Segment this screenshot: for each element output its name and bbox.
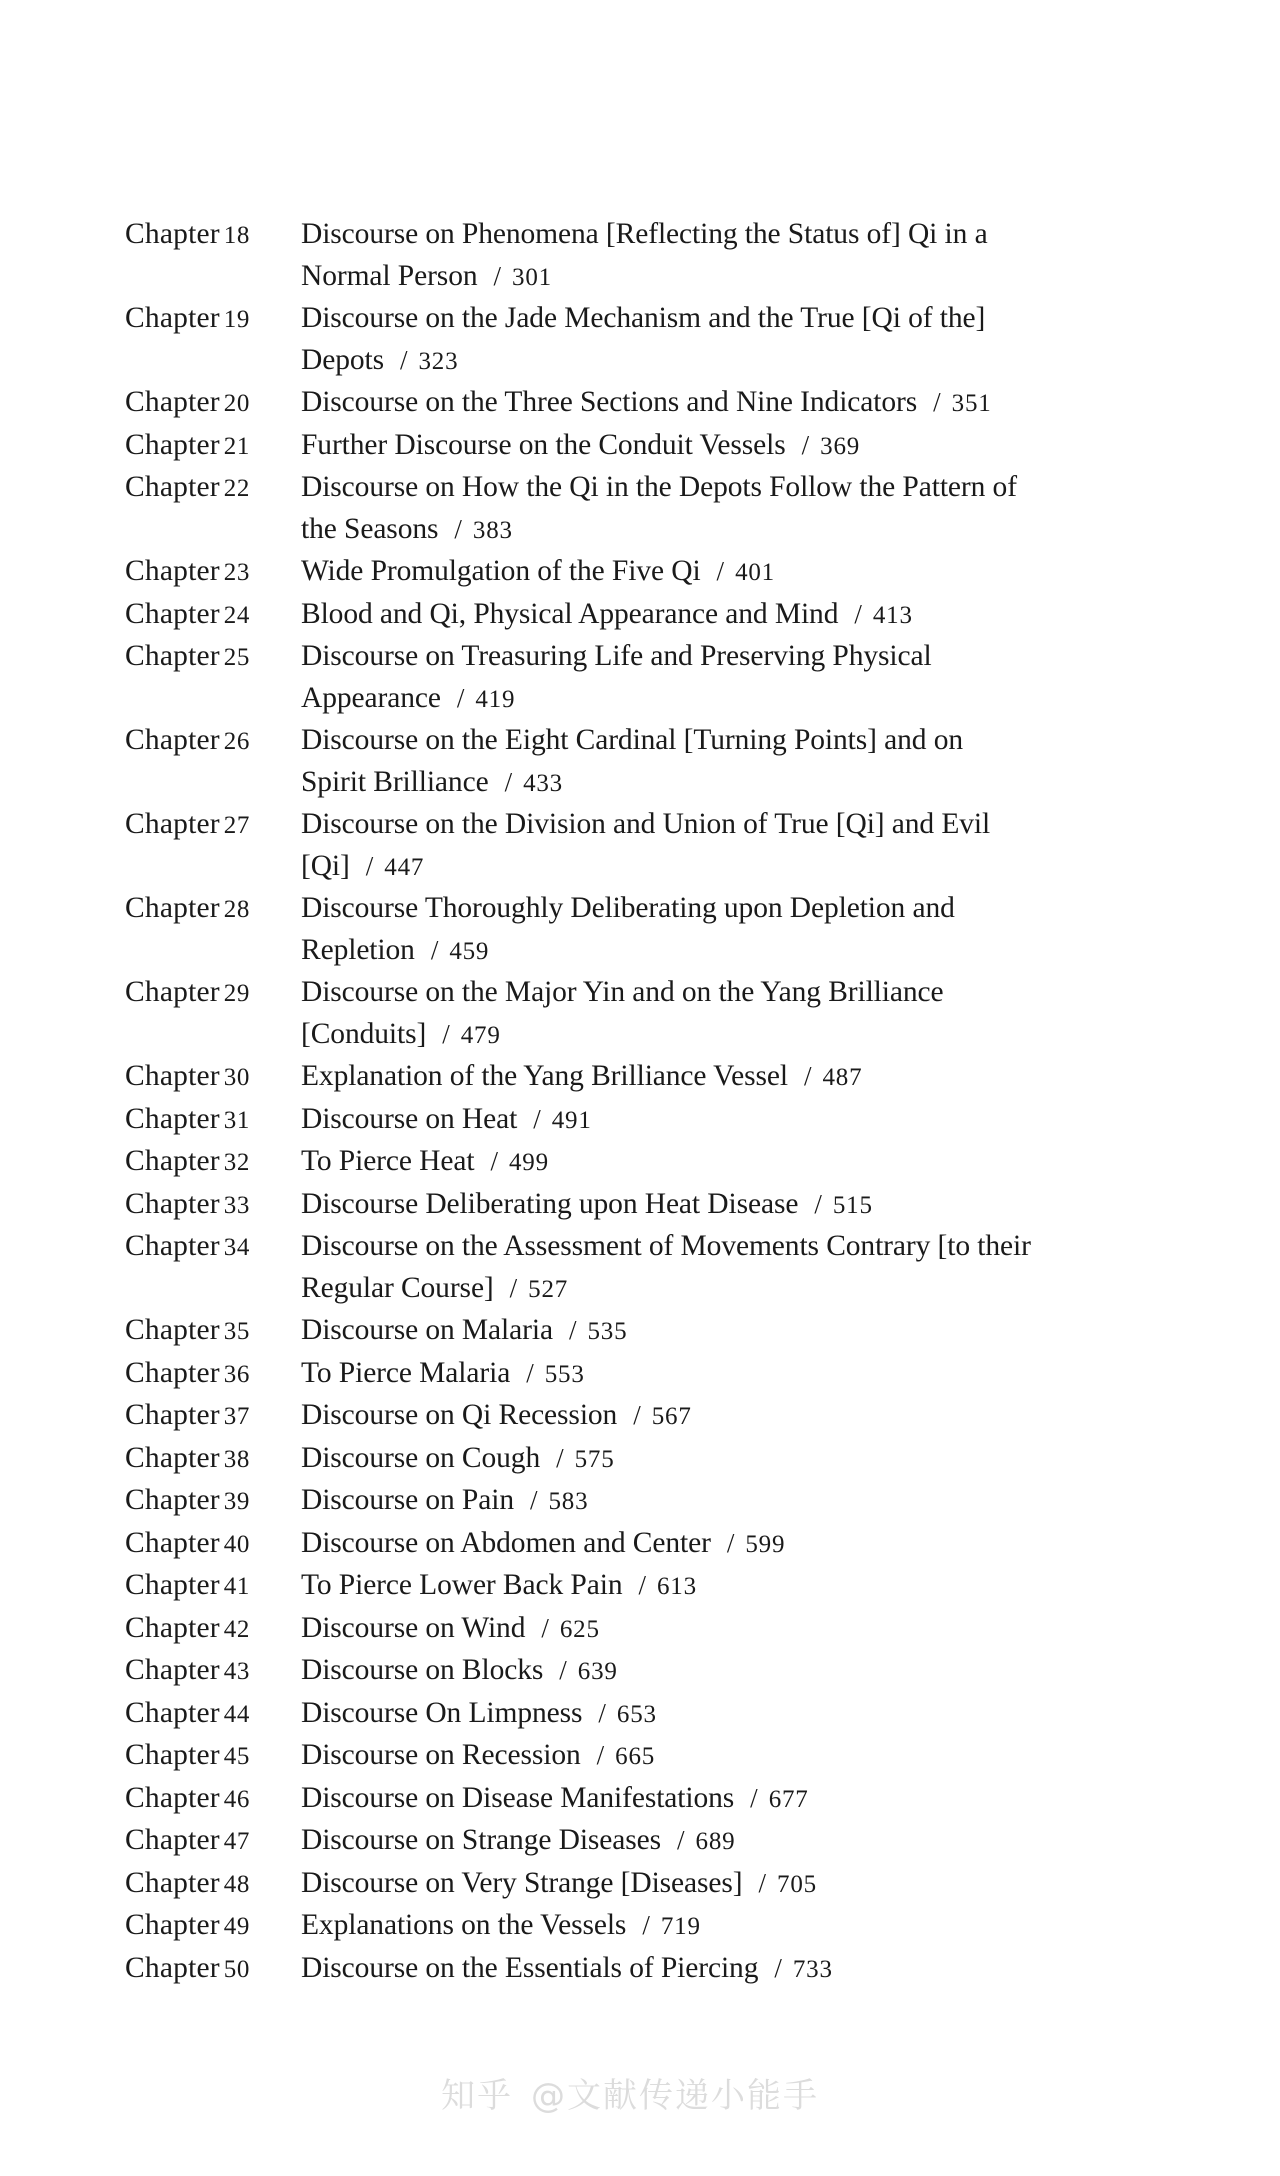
toc-chapter-number: 27 — [223, 812, 250, 839]
toc-entry-title: Discourse on Wind — [301, 1611, 526, 1644]
toc-entry-body — [301, 551, 1155, 594]
toc-chapter-label — [125, 298, 301, 341]
toc-chapter-word: Chapter — [125, 386, 220, 418]
toc-chapter-label — [125, 1820, 301, 1863]
toc-chapter-word: Chapter — [125, 1145, 220, 1177]
toc-chapter-label — [125, 1310, 301, 1353]
toc-page-number: 567 — [651, 1403, 692, 1430]
toc-chapter-label — [125, 1693, 301, 1736]
toc-entry-title: Explanations on the Vessels — [301, 1909, 627, 1941]
toc-page-number: 665 — [615, 1743, 656, 1770]
toc-page-number: 491 — [551, 1106, 592, 1134]
toc-entry-body — [301, 1523, 1155, 1566]
toc-chapter-label — [125, 425, 301, 468]
toc-separator: / — [596, 1740, 605, 1770]
toc-chapter-word: Chapter — [125, 1951, 220, 1984]
toc-chapter-number: 50 — [223, 1955, 250, 1983]
toc-chapter-label — [125, 1523, 301, 1566]
table-of-contents — [125, 214, 1155, 1990]
toc-page-number: 535 — [587, 1318, 628, 1345]
toc-chapter-word: Chapter — [125, 1230, 220, 1262]
toc-chapter-number: 28 — [223, 896, 250, 923]
toc-chapter-word: Chapter — [125, 1569, 220, 1601]
toc-chapter-label — [125, 1099, 301, 1142]
toc-entry-title-continued: [Conduits] — [301, 1017, 427, 1050]
toc-separator: / — [430, 934, 439, 965]
toc-entry-title: Discourse on Strange Diseases — [301, 1824, 662, 1856]
toc-entry-title-continued: Repletion — [301, 933, 415, 966]
toc-entry-body — [301, 1608, 1155, 1651]
toc-entry-title-continued: the Seasons — [301, 512, 439, 545]
toc-chapter-label — [125, 1353, 301, 1396]
toc-entry-title-continued: Depots — [301, 343, 384, 376]
toc-entry-body — [301, 972, 1155, 1056]
toc-page-number: 599 — [745, 1530, 786, 1558]
toc-chapter-word: Chapter — [125, 597, 220, 630]
toc-entry-title: Discourse on the Eight Cardinal [Turning Points] and on — [301, 724, 964, 756]
toc-chapter-number: 33 — [223, 1191, 250, 1219]
toc-entry-body — [301, 1395, 1155, 1438]
toc-chapter-label — [125, 720, 301, 763]
watermark-handle: @文献传递小能手 — [531, 2076, 819, 2116]
toc-chapter-label — [125, 1735, 301, 1778]
toc-page-number: 383 — [472, 516, 513, 544]
toc-entry-title: Discourse Thoroughly Deliberating upon Depletion and — [301, 892, 955, 924]
toc-entry[interactable] — [125, 594, 1155, 637]
toc-entry-title: Further Discourse on the Conduit Vessels — [301, 428, 786, 461]
toc-separator: / — [399, 344, 408, 375]
toc-entry-body — [301, 214, 1155, 298]
toc-chapter-word: Chapter — [125, 1314, 220, 1346]
toc-separator: / — [509, 1272, 518, 1303]
toc-separator: / — [814, 1188, 822, 1219]
toc-chapter-label — [125, 1863, 301, 1906]
toc-entry-title: Discourse on the Jade Mechanism and the True [Qi of the] — [301, 302, 986, 334]
toc-page-number: 351 — [951, 390, 992, 417]
watermark — [0, 2068, 1280, 2117]
toc-entry-body — [301, 467, 1155, 551]
toc-entry[interactable] — [125, 1226, 1155, 1310]
toc-chapter-word: Chapter — [125, 1526, 220, 1559]
toc-entry-title: Discourse on Qi Recession — [301, 1399, 618, 1431]
toc-entry[interactable] — [125, 1693, 1155, 1736]
toc-chapter-number: 25 — [223, 644, 250, 671]
toc-page-number: 301 — [512, 263, 552, 291]
toc-chapter-word: Chapter — [125, 1866, 220, 1899]
toc-chapter-number: 26 — [223, 728, 250, 755]
toc-entry-body — [301, 1438, 1155, 1481]
toc-chapter-label — [125, 1141, 301, 1184]
toc-chapter-label — [125, 1948, 301, 1991]
toc-entry-title: Discourse on the Essentials of Piercing — [301, 1951, 759, 1984]
toc-page-number: 639 — [577, 1658, 618, 1685]
toc-page-number: 625 — [559, 1615, 600, 1643]
toc-separator: / — [541, 1612, 549, 1643]
toc-chapter-number: 44 — [223, 1700, 250, 1728]
toc-entry-body — [301, 1056, 1155, 1099]
toc-chapter-number: 23 — [223, 559, 250, 586]
toc-entry-body — [301, 720, 1155, 804]
toc-entry-body — [301, 1480, 1155, 1523]
toc-entry[interactable] — [125, 1735, 1155, 1778]
toc-entry-body — [301, 636, 1155, 720]
toc-entry[interactable] — [125, 467, 1155, 551]
toc-chapter-word: Chapter — [125, 1611, 220, 1644]
toc-entry-body — [301, 594, 1155, 637]
toc-chapter-number: 47 — [223, 1828, 250, 1855]
toc-entry-title: Discourse on Disease Manifestations — [301, 1781, 735, 1814]
toc-chapter-word: Chapter — [125, 555, 220, 587]
toc-page-number: 419 — [475, 685, 516, 713]
toc-separator: / — [504, 766, 513, 797]
toc-chapter-label — [125, 1395, 301, 1438]
toc-chapter-number: 24 — [223, 601, 250, 629]
toc-page-number: 459 — [449, 937, 490, 965]
toc-separator: / — [774, 1952, 782, 1983]
toc-chapter-label — [125, 214, 301, 257]
toc-chapter-number: 41 — [223, 1573, 250, 1600]
toc-entry-title: Discourse on Pain — [301, 1484, 514, 1516]
toc-separator: / — [456, 682, 465, 713]
toc-separator: / — [638, 1570, 646, 1600]
toc-separator: / — [854, 598, 862, 629]
toc-chapter-label — [125, 594, 301, 637]
toc-separator: / — [803, 1061, 812, 1091]
toc-page-number: 487 — [822, 1064, 863, 1091]
toc-entry-title: To Pierce Malaria — [301, 1356, 511, 1389]
toc-chapter-word: Chapter — [125, 1484, 220, 1516]
toc-entry-title: Discourse On Limpness — [301, 1696, 583, 1729]
toc-chapter-word: Chapter — [125, 1654, 220, 1686]
toc-separator: / — [598, 1697, 606, 1728]
toc-entry-title: To Pierce Heat — [301, 1145, 475, 1177]
toc-separator: / — [758, 1867, 767, 1898]
toc-entry-title-continued: Appearance — [301, 681, 441, 714]
toc-chapter-word: Chapter — [125, 1909, 220, 1941]
toc-entry-body — [301, 1905, 1155, 1948]
toc-entry[interactable] — [125, 1141, 1155, 1184]
toc-chapter-word: Chapter — [125, 724, 220, 756]
toc-entry-body — [301, 1948, 1155, 1991]
toc-entry[interactable] — [125, 1905, 1155, 1948]
toc-chapter-label — [125, 1565, 301, 1608]
toc-entry[interactable] — [125, 1099, 1155, 1142]
toc-chapter-label — [125, 804, 301, 847]
toc-entry[interactable] — [125, 1608, 1155, 1651]
toc-page-number: 323 — [418, 347, 459, 375]
toc-chapter-word: Chapter — [125, 428, 220, 461]
toc-chapter-label — [125, 382, 301, 425]
toc-page-number: 433 — [523, 769, 563, 797]
toc-chapter-number: 21 — [223, 432, 250, 460]
toc-chapter-number: 29 — [223, 980, 250, 1007]
toc-separator: / — [677, 1825, 685, 1855]
toc-chapter-label — [125, 1438, 301, 1481]
toc-entry[interactable] — [125, 1184, 1155, 1227]
toc-chapter-number: 39 — [223, 1488, 250, 1515]
toc-chapter-word: Chapter — [125, 1696, 220, 1729]
watermark-site: 知乎 — [441, 2076, 513, 2116]
toc-page-number: 447 — [384, 853, 425, 881]
toc-page-number: 583 — [548, 1488, 589, 1515]
toc-entry[interactable] — [125, 1438, 1155, 1481]
toc-entry[interactable] — [125, 298, 1155, 382]
toc-entry[interactable] — [125, 1863, 1155, 1906]
toc-separator: / — [716, 556, 725, 586]
toc-separator: / — [490, 1146, 498, 1176]
toc-page-number: 677 — [768, 1785, 809, 1813]
toc-chapter-word: Chapter — [125, 640, 220, 672]
toc-chapter-label — [125, 888, 301, 931]
toc-chapter-word: Chapter — [125, 1102, 220, 1135]
toc-chapter-label — [125, 551, 301, 594]
toc-entry[interactable] — [125, 636, 1155, 720]
toc-entry[interactable] — [125, 888, 1155, 972]
toc-chapter-number: 49 — [223, 1913, 250, 1940]
toc-entry-title: Discourse Deliberating upon Heat Disease — [301, 1187, 799, 1220]
toc-chapter-label — [125, 1056, 301, 1099]
toc-entry-title-continued: Normal Person — [301, 259, 478, 292]
toc-entry-title: Discourse on the Major Yin and on the Yang Brilliance — [301, 976, 944, 1008]
toc-entry-title: To Pierce Lower Back Pain — [301, 1569, 623, 1601]
toc-entry[interactable] — [125, 1480, 1155, 1523]
toc-chapter-number: 32 — [223, 1149, 250, 1176]
toc-page-number: 401 — [735, 559, 775, 586]
toc-chapter-label — [125, 636, 301, 679]
toc-entry-title: Discourse on Malaria — [301, 1314, 553, 1346]
toc-separator: / — [365, 850, 374, 881]
toc-chapter-label — [125, 1778, 301, 1821]
toc-entry-body — [301, 1141, 1155, 1184]
toc-chapter-word: Chapter — [125, 892, 220, 924]
toc-entry-body — [301, 1820, 1155, 1863]
toc-chapter-word: Chapter — [125, 1356, 220, 1389]
toc-entry-body — [301, 382, 1155, 425]
toc-chapter-word: Chapter — [125, 1441, 220, 1474]
toc-page-number: 553 — [544, 1360, 585, 1388]
toc-entry-title: Blood and Qi, Physical Appearance and Mind — [301, 597, 839, 630]
toc-entry-body — [301, 1693, 1155, 1736]
toc-page-number: 479 — [460, 1021, 501, 1049]
toc-separator: / — [642, 1910, 650, 1940]
toc-chapter-label — [125, 1480, 301, 1523]
toc-separator: / — [442, 1018, 450, 1049]
toc-entry[interactable] — [125, 972, 1155, 1056]
toc-entry-title-continued: Spirit Brilliance — [301, 765, 489, 798]
toc-chapter-label — [125, 467, 301, 510]
toc-entry-title: Discourse on Recession — [301, 1739, 581, 1771]
toc-chapter-word: Chapter — [125, 1187, 220, 1220]
toc-page-number: 705 — [777, 1870, 817, 1898]
toc-entry-title-continued: [Qi] — [301, 849, 350, 882]
toc-page-number: 369 — [820, 432, 861, 460]
toc-entry-body — [301, 1650, 1155, 1693]
toc-entry[interactable] — [125, 1353, 1155, 1396]
toc-chapter-word: Chapter — [125, 808, 220, 840]
toc-separator: / — [533, 1103, 541, 1134]
toc-chapter-word: Chapter — [125, 1781, 220, 1814]
toc-entry-body — [301, 1735, 1155, 1778]
toc-entry-title: Discourse on Blocks — [301, 1654, 544, 1686]
toc-separator: / — [568, 1315, 577, 1345]
toc-entry[interactable] — [125, 1778, 1155, 1821]
toc-entry-title: Discourse on Abdomen and Center — [301, 1526, 711, 1559]
toc-page-number: 575 — [574, 1445, 615, 1473]
toc-entry[interactable] — [125, 214, 1155, 298]
toc-chapter-word: Chapter — [125, 1824, 220, 1856]
toc-entry[interactable] — [125, 1820, 1155, 1863]
toc-page-number: 413 — [872, 601, 913, 629]
toc-chapter-number: 42 — [223, 1615, 250, 1643]
toc-entry-body — [301, 1184, 1155, 1227]
toc-page-number: 527 — [528, 1275, 569, 1303]
toc-chapter-number: 35 — [223, 1318, 250, 1345]
toc-chapter-label — [125, 972, 301, 1015]
toc-separator: / — [726, 1527, 735, 1558]
toc-chapter-label — [125, 1184, 301, 1227]
toc-chapter-number: 36 — [223, 1360, 250, 1388]
toc-chapter-number: 18 — [223, 222, 250, 249]
toc-separator: / — [801, 429, 810, 460]
toc-entry[interactable] — [125, 720, 1155, 804]
toc-entry-title: Discourse on Treasuring Life and Preserving Physical — [301, 640, 932, 672]
toc-entry[interactable] — [125, 382, 1155, 425]
toc-chapter-number: 46 — [223, 1785, 250, 1813]
toc-entry-body — [301, 1863, 1155, 1906]
toc-chapter-word: Chapter — [125, 1399, 220, 1431]
toc-chapter-number: 48 — [223, 1870, 250, 1898]
toc-page-number: 733 — [792, 1955, 833, 1983]
toc-entry-body — [301, 1310, 1155, 1353]
toc-entry[interactable] — [125, 1948, 1155, 1991]
toc-entry[interactable] — [125, 1650, 1155, 1693]
toc-entry-title: Discourse on Heat — [301, 1102, 518, 1135]
toc-chapter-word: Chapter — [125, 1739, 220, 1771]
toc-page-number: 499 — [508, 1149, 549, 1176]
toc-entry-body — [301, 425, 1155, 468]
toc-entry-title-continued: Regular Course] — [301, 1271, 494, 1304]
toc-entry-title: Discourse on the Division and Union of True [Qi] and Evil — [301, 808, 991, 840]
toc-chapter-label — [125, 1608, 301, 1651]
toc-chapter-label — [125, 1905, 301, 1948]
toc-page-number: 719 — [660, 1913, 701, 1940]
toc-entry[interactable] — [125, 425, 1155, 468]
toc-entry[interactable] — [125, 804, 1155, 888]
toc-chapter-number: 30 — [223, 1064, 250, 1091]
toc-chapter-word: Chapter — [125, 302, 220, 334]
toc-entry-title: Discourse on the Three Sections and Nine Indicators — [301, 386, 918, 418]
toc-separator: / — [493, 260, 502, 291]
toc-entry[interactable] — [125, 551, 1155, 594]
toc-separator: / — [454, 513, 462, 544]
toc-chapter-label — [125, 1226, 301, 1269]
toc-entry-body — [301, 804, 1155, 888]
toc-chapter-number: 34 — [223, 1234, 250, 1261]
toc-chapter-number: 22 — [223, 475, 250, 502]
toc-entry-body — [301, 1099, 1155, 1142]
toc-entry-body — [301, 1353, 1155, 1396]
toc-page-number: 653 — [616, 1700, 657, 1728]
toc-entry-title: Discourse on Very Strange [Diseases] — [301, 1866, 743, 1899]
toc-separator: / — [559, 1655, 567, 1685]
toc-entry-title: Discourse on the Assessment of Movements Contrary [to their — [301, 1230, 1031, 1262]
toc-separator: / — [526, 1357, 534, 1388]
toc-chapter-word: Chapter — [125, 1060, 220, 1092]
toc-chapter-number: 20 — [223, 390, 250, 417]
toc-separator: / — [556, 1442, 564, 1473]
toc-entry-title: Wide Promulgation of the Five Qi — [301, 555, 701, 587]
toc-entry[interactable] — [125, 1565, 1155, 1608]
toc-chapter-number: 45 — [223, 1743, 250, 1770]
toc-chapter-number: 37 — [223, 1403, 250, 1430]
toc-entry[interactable] — [125, 1395, 1155, 1438]
toc-chapter-word: Chapter — [125, 218, 220, 250]
toc-entry[interactable] — [125, 1523, 1155, 1566]
toc-separator: / — [633, 1400, 641, 1430]
toc-page-number: 613 — [656, 1573, 697, 1600]
toc-chapter-number: 40 — [223, 1530, 250, 1558]
toc-entry-body — [301, 298, 1155, 382]
toc-entry-title: Discourse on Cough — [301, 1441, 541, 1474]
toc-entry-title: Explanation of the Yang Brilliance Vessel — [301, 1060, 788, 1092]
toc-chapter-label — [125, 1650, 301, 1693]
toc-chapter-word: Chapter — [125, 471, 220, 503]
toc-chapter-number: 31 — [223, 1106, 250, 1134]
toc-entry-body — [301, 1565, 1155, 1608]
toc-separator: / — [750, 1782, 758, 1813]
toc-entry[interactable] — [125, 1056, 1155, 1099]
toc-entry-body — [301, 1226, 1155, 1310]
toc-entry-body — [301, 1778, 1155, 1821]
toc-separator: / — [933, 387, 941, 417]
toc-separator: / — [529, 1485, 538, 1515]
toc-entry-body — [301, 888, 1155, 972]
toc-entry-title: Discourse on How the Qi in the Depots Follow the Pattern of — [301, 471, 1017, 503]
toc-page-number: 689 — [695, 1828, 736, 1855]
toc-entry-title: Discourse on Phenomena [Reflecting the Status of] Qi in a — [301, 218, 988, 250]
toc-chapter-number: 43 — [223, 1658, 250, 1685]
toc-entry[interactable] — [125, 1310, 1155, 1353]
toc-chapter-number: 19 — [223, 306, 250, 333]
toc-chapter-number: 38 — [223, 1445, 250, 1473]
toc-chapter-word: Chapter — [125, 976, 220, 1008]
toc-page-number: 515 — [832, 1191, 873, 1219]
